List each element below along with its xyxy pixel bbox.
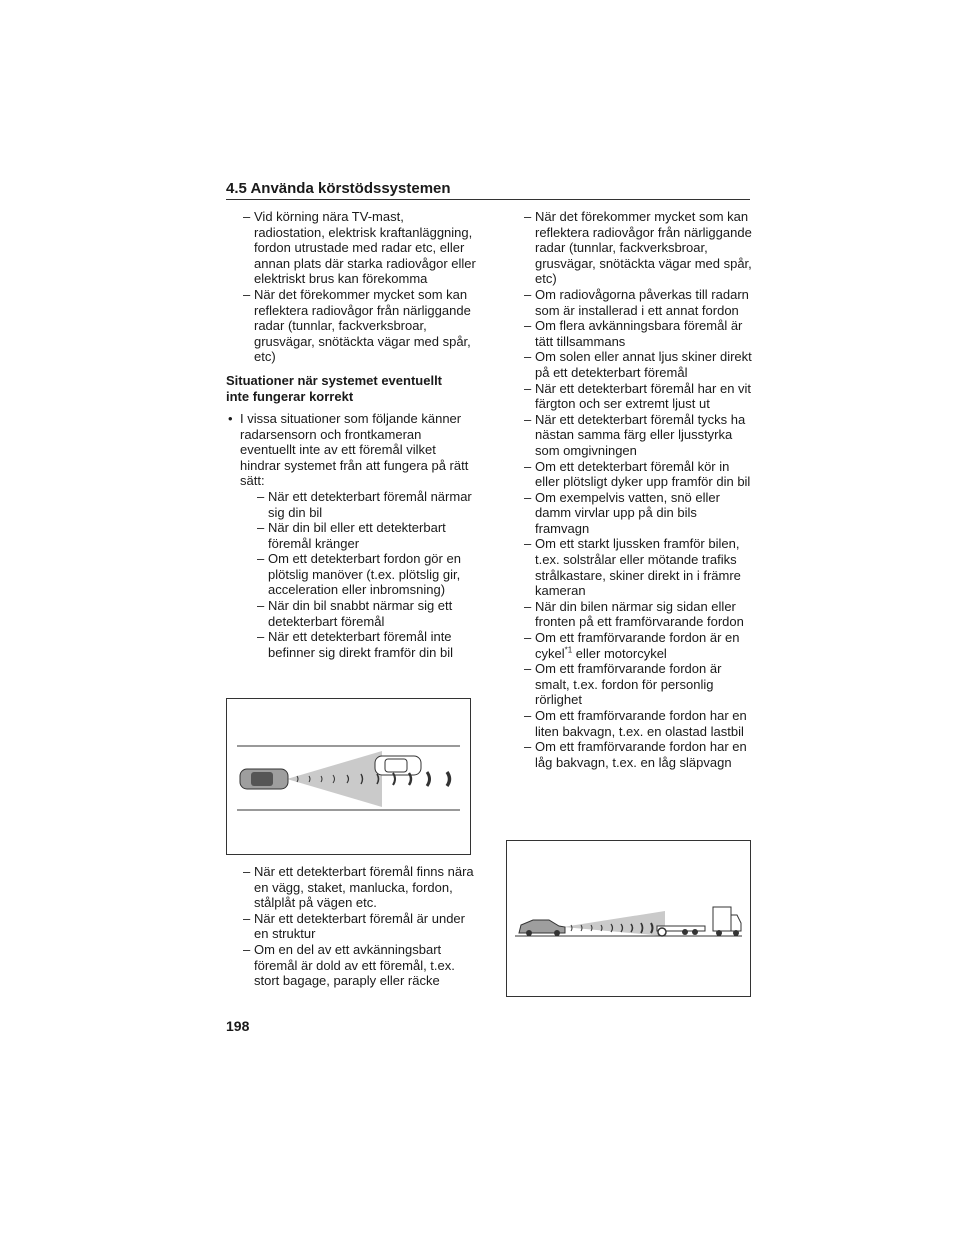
list-item: – Om ett framförvarande fordon är smalt, t.ex. fordon för personlig rörlighet (507, 661, 753, 708)
car-offset-diagram (227, 699, 470, 854)
list-item: – När det förekommer mycket som kan reflektera radiovågor från närliggande radar (tunnlar, fackverksbroar, grusvägar, snötäckta vägar med spår, etc) (507, 209, 753, 287)
list-item: – Om ett starkt ljussken framför bilen, t.ex. solstrålar eller mötande trafiks strålkastare, skiner direkt in i främre kameran (507, 536, 753, 598)
list-item: – Om ett framförvarande fordon har en låg bakvagn, t.ex. en låg släpvagn (507, 739, 753, 770)
list-item: – När ett detekterbart föremål närmar sig din bil (240, 489, 476, 520)
list-item: – Om radiovågorna påverkas till radarn som är installerad i ett annat fordon (507, 287, 753, 318)
left-column-continued (226, 864, 476, 989)
illustration-low-trailer (506, 840, 751, 997)
list-item: – Om exempelvis vatten, snö eller damm virvlar upp på din bils framvagn (507, 490, 753, 537)
list-item: – När din bilen närmar sig sidan eller fronten på ett framförvarande fordon (507, 599, 753, 630)
target-car-icon (375, 756, 421, 775)
own-car-icon (240, 769, 288, 789)
list-item: – Om flera avkänningsbara föremål är tätt tillsammans (507, 318, 753, 349)
list-item: – Vid körning nära TV-mast, radiostation, elektrisk kraftanläggning, fordon utrustade med radar etc, eller annan plats där starka radiovågor eller elektriskt brus kan förekomma (226, 209, 476, 287)
list-item: – När ett detekterbart föremål tycks ha nästan samma färg eller ljusstyrka som omgivningen (507, 412, 753, 459)
list-item-cycle (507, 630, 753, 661)
list-item: – När din bil eller ett detekterbart föremål kränger (240, 520, 476, 551)
section-title: 4.5 Använda körstödssystemen (226, 180, 451, 197)
list-item: – När ett detekterbart föremål inte befinner sig direkt framför din bil (240, 629, 476, 660)
bullet-item (226, 411, 476, 661)
subheading: Situationer när systemet eventuellt inte fungerar korrekt (226, 372, 443, 404)
list-item: – Om ett detekterbart föremål kör in eller plötsligt dyker upp framför din bil (507, 459, 753, 490)
bullet-text: • I vissa situationer som följande känner radarsensorn och frontkameran eventuellt inte av ett föremål vilket hindrar systemet från att fungera på rätt sätt: (240, 410, 469, 489)
list-item: – Om ett detekterbart fordon gör en plötslig manöver (t.ex. plötslig gir, acceleration eller inbromsning) (240, 551, 476, 598)
section-divider (226, 199, 750, 200)
radar-beam (563, 911, 665, 936)
cycle-item-text-end: eller motorcykel (572, 645, 667, 661)
list-item: – När ett detekterbart föremål finns nära en vägg, staket, manlucka, fordon, stålplåt på vägen etc. (226, 864, 476, 911)
list-item: – Om ett framförvarande fordon har en liten bakvagn, t.ex. en olastad lastbil (507, 708, 753, 739)
cycle-item-text: Om ett framförvarande fordon är en cykel (535, 630, 740, 661)
list-item: – När ett detekterbart föremål är under en struktur (226, 911, 476, 942)
left-column (226, 209, 476, 660)
page-number: 198 (226, 1018, 250, 1034)
list-item: – När din bil snabbt närmar sig ett detekterbart föremål (240, 598, 476, 629)
list-item: – Om en del av ett avkänningsbart föremål är dold av ett föremål, t.ex. stort bagage, paraply eller räcke (226, 942, 476, 989)
illustration-car-offset (226, 698, 471, 855)
truck-icon (713, 907, 741, 936)
right-column (507, 209, 753, 770)
own-car-icon (519, 920, 565, 936)
list-item: – När det förekommer mycket som kan reflektera radiovågor från närliggande radar (tunnlar, fackverksbroar, grusvägar, snötäckta vägar med spår, etc) (226, 287, 476, 365)
list-item: – När ett detekterbart föremål har en vit färgton och ser extremt ljust ut (507, 381, 753, 412)
low-trailer-icon (657, 926, 705, 936)
footnote-marker: *1 (564, 645, 573, 655)
list-item: – Om solen eller annat ljus skiner direkt på ett detekterbart föremål (507, 349, 753, 380)
low-trailer-diagram (507, 841, 750, 996)
